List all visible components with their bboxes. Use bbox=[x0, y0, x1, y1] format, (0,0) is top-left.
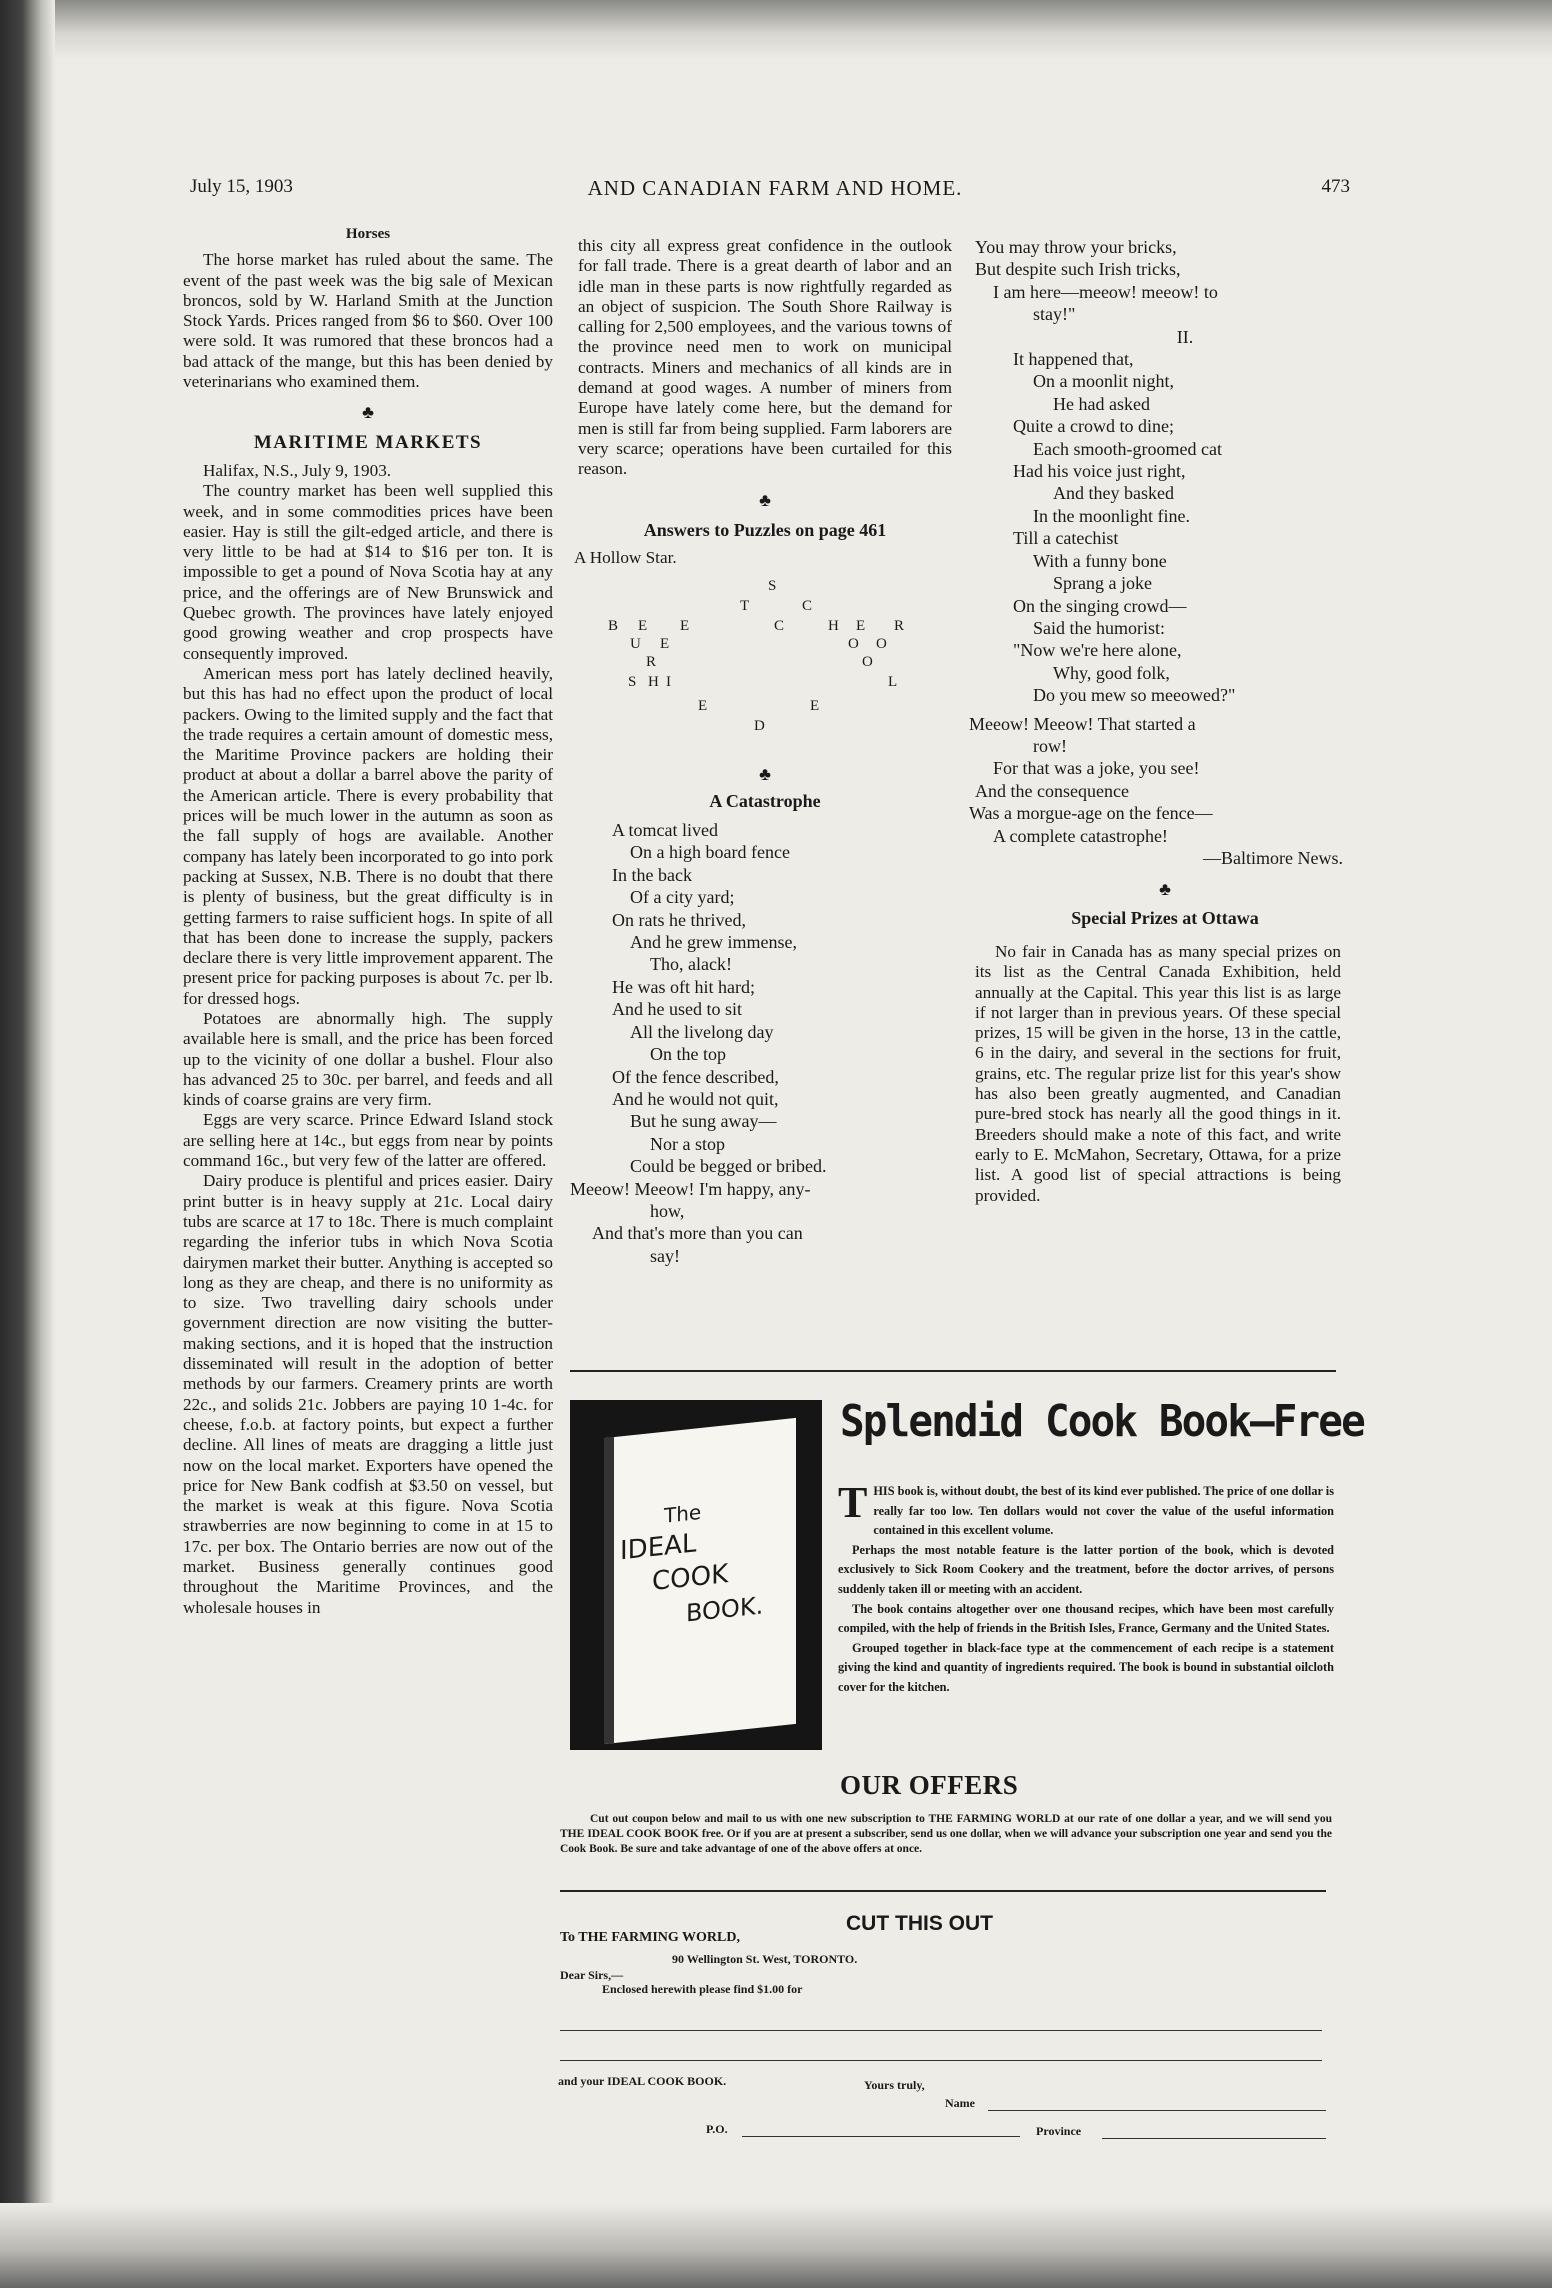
poem-line: You may throw your bricks, bbox=[975, 237, 1177, 257]
puzzle-letter: C bbox=[774, 618, 785, 635]
poem-line: A tomcat lived bbox=[612, 820, 718, 841]
scan-edge-bottom bbox=[0, 2203, 1552, 2288]
puzzle-letter: E bbox=[638, 618, 648, 635]
poem-line: But he sung away— bbox=[630, 1111, 777, 1132]
prizes-paragraph: No fair in Canada has as many special prizes on its list as the Central Canada Exhibition, held annually at the Capital. This year this list is as large if not larger than in previous years. Of these special prizes, 15 will be given in the horse, 13 in the cattle, 6 in the dairy, and several in the sections for fruit, grains, etc. The regular prize list for this year's show has also been greatly augmented, and Canadian pure-bred stock has nearly all the good things in it. Breeders should make a note of this fact, and write early to E. McMahon, Secretary, Ottawa, for a prize list. A good list of special attractions is being provided. bbox=[975, 941, 1341, 1205]
poem-line: And they basked bbox=[1053, 483, 1174, 504]
puzzle-letter: L bbox=[888, 674, 898, 691]
poem-line: Tho, alack! bbox=[650, 954, 732, 975]
column-3 bbox=[969, 236, 1355, 1206]
column-1 bbox=[183, 224, 553, 1618]
puzzle-letter: R bbox=[894, 618, 905, 635]
poem-line: And he would not quit, bbox=[612, 1088, 779, 1109]
ad-paragraph: Grouped together in black-face type at the commencement of each recipe is a statement giving the kind and quantity of ingredients required. The book is bound in substantial oilcloth cover for the kitchen. bbox=[838, 1640, 1334, 1694]
coupon-po-label: P.O. bbox=[706, 2122, 728, 2136]
cook-book-illustration bbox=[570, 1400, 822, 1750]
poem-line: A complete catastrophe! bbox=[993, 825, 1168, 846]
poem-line: stay!" bbox=[1033, 304, 1076, 325]
poem-line: On a moonlit night, bbox=[1033, 371, 1174, 392]
ad-paragraph: The book contains altogether over one thousand recipes, which have been most carefully compiled, with the help of friends in the British Isles, France, Germany and the United States. bbox=[838, 1601, 1334, 1636]
poem-line: He was oft hit hard; bbox=[612, 976, 755, 997]
poem-line: With a funny bone bbox=[1033, 550, 1167, 571]
puzzle-letter: H bbox=[828, 618, 839, 635]
poem-line: Said the humorist: bbox=[1033, 617, 1165, 638]
hollow-star-label: A Hollow Star. bbox=[574, 548, 677, 568]
ornament: ♣ bbox=[362, 402, 374, 423]
continued-paragraph: this city all express great confidence in the outlook for fall trade. There is a great dearth of labor and an idle man in these parts is now rightfully regarded as an object of suspicion. The South Shore Railway is calling for 2,500 employees, and the various towns of the province need men to work on municipal contracts. Miners and mechanics of all kinds are in demand at good wages. A number of miners from Europe have lately come here, but the demand for men is still far from being supplied. Farm laborers are very scarce; operations have been curtailed for this reason. bbox=[578, 236, 952, 479]
ornament: ♣ bbox=[1159, 879, 1171, 900]
puzzle-letter: R bbox=[646, 654, 657, 671]
puzzle-letter: S bbox=[628, 674, 637, 691]
poem-line: On the singing crowd— bbox=[1013, 595, 1187, 616]
poem-line: Do you mew so meeowed?" bbox=[1033, 685, 1236, 706]
poem-line: Each smooth-groomed cat bbox=[1033, 438, 1222, 459]
poem-line: Why, good folk, bbox=[1053, 662, 1170, 683]
coupon-address: 90 Wellington St. West, TORONTO. bbox=[672, 1952, 858, 1966]
poem-line: On rats he thrived, bbox=[612, 909, 746, 930]
puzzle-letter: O bbox=[876, 636, 887, 653]
poem-line: And the consequence bbox=[975, 780, 1129, 801]
maritime-paragraph: The country market has been well supplied this week, and in some commodities prices have been easier. Hay is still the gilt-edged article, and there is very little to be had at $14 to $16 per ton. It is impossible to get a pound of Nova Scotia hay at any price, and the offerings are of New Brunswick and Quebec growth. The provinces have lately enjoyed good growing weather and crop prospects have consequently improved. bbox=[183, 481, 553, 663]
offers-heading: OUR OFFERS bbox=[840, 1770, 1019, 1800]
poem-line: row! bbox=[1033, 735, 1067, 756]
cover-text: COOK bbox=[652, 1559, 729, 1598]
puzzle-letter: H bbox=[648, 674, 659, 691]
header-date: July 15, 1903 bbox=[190, 176, 293, 197]
ad-body bbox=[838, 1478, 1334, 1698]
poem-line: say! bbox=[650, 1245, 680, 1266]
coupon-name-label: Name bbox=[945, 2096, 975, 2110]
poem-line: how, bbox=[650, 1200, 685, 1221]
coupon-province-label: Province bbox=[1036, 2124, 1082, 2138]
poem-line: Of the fence described, bbox=[612, 1066, 779, 1087]
poem-line: And he used to sit bbox=[612, 999, 742, 1020]
coupon-cut-line bbox=[560, 1890, 1326, 1892]
maritime-paragraph: Dairy produce is plentiful and prices easier. Dairy print butter is in heavy supply at 21c. Local dairy tubs are scarce at 17 to 18c. There is much complaint regarding the inferior tubs in which Nova Scotia dairymen market their butter. Anything is accepted so long as they are cheap, and there is no uniformity as to size. Two travelling dairy schools under government direction are now visiting the butter-making sections, and it is hoped that the instruction disseminated will result in the adoption of better methods by our farmers. Creamery prints are worth 22c., and solids 21c. Jobbers are paying 10 1-4c. for cheese, f.o.b. at factory points, but expect a further decline. All lines of meats are dragging a little just now on the local market. Exporters have opened the price for New Bank codfish at $3.50 on vessel, but the market is weak at this figure. Nova Scotia strawberries are now beginning to come in at 15 to 17c. per box. The Ontario berries are now out of the market. Business generally continues good throughout the Maritime Provinces, and the wholesale houses in bbox=[183, 1171, 553, 1617]
puzzle-letter: E bbox=[698, 698, 708, 715]
poem-line: On a high board fence bbox=[630, 842, 790, 863]
coupon-to-line: To THE FARMING WORLD, bbox=[560, 1930, 740, 1945]
poem-line: Sprang a joke bbox=[1053, 573, 1152, 594]
poem-line: In the back bbox=[612, 864, 692, 885]
poem-line: Meeow! Meeow! I'm happy, any- bbox=[570, 1178, 811, 1199]
ad-paragraph: HIS book is, without doubt, the best of its kind ever published. The price of one dollar is really far too low. Ten dollars would not cover the value of the useful information contained in this excellent volume. bbox=[873, 1484, 1334, 1538]
ad-title: Splendid Cook Book—Free bbox=[840, 1396, 1364, 1447]
puzzle-letter: U bbox=[630, 636, 641, 653]
running-head bbox=[190, 176, 1360, 206]
poem-line: All the livelong day bbox=[630, 1021, 774, 1042]
poem-line: Till a catechist bbox=[1013, 528, 1119, 549]
ad-top-rule bbox=[570, 1370, 1336, 1372]
offers-paragraph: Cut out coupon below and mail to us with one new subscription to THE FARMING WORLD at our rate of one dollar a year, and we will send you THE IDEAL COOK BOOK free. Or if you are at present a subscriber, send us one dollar, when we will advance your subscription one year and send you the Cook Book. Be sure and take advantage of one of the above offers at once. bbox=[560, 1813, 1332, 1855]
puzzle-letter: T bbox=[740, 598, 750, 615]
poem-line: On the top bbox=[650, 1044, 726, 1065]
page-number: 473 bbox=[1321, 176, 1350, 197]
header-title: AND CANADIAN FARM AND HOME. bbox=[587, 176, 963, 200]
puzzle-letter: C bbox=[802, 598, 813, 615]
coupon-yours-truly: Yours truly, bbox=[864, 2078, 925, 2092]
poem-line: Was a morgue-age on the fence— bbox=[969, 803, 1213, 824]
poem-line: Quite a crowd to dine; bbox=[1013, 416, 1174, 437]
catastrophe-poem-continued bbox=[969, 236, 1355, 869]
coupon-blank-line[interactable] bbox=[560, 2030, 1322, 2031]
coupon-name-field[interactable] bbox=[988, 2110, 1326, 2111]
maritime-paragraph: Eggs are very scarce. Prince Edward Island stock are selling here at 14c., but eggs from near by points command 16c., but very few of the latter are offered. bbox=[183, 1110, 553, 1171]
maritime-paragraph: American mess port has lately declined heavily, but this has had no effect upon the product of local packers. Owing to the limited supply and the fact that the trade requires a certain amount of domestic mess, the Maritime Province packers are holding their product at about a dollar a barrel above the parity of the American article. There is every probability that prices will be much lower in the autumn as soon as the fall supply of hogs are available. Another company has lately been incorporated to go into pork packing at Sussex, N.B. There is no doubt that there is plenty of business, but the great difficulty is in getting farmers to raise sufficient hogs. In spite of all that has been done to increase the supply, packers declare there is very little improvement apparent. The present price for packing purposes is about 7c. per lb. for dressed hogs. bbox=[183, 663, 553, 1008]
ornament: ♣ bbox=[759, 764, 771, 785]
puzzle-letter: E bbox=[810, 698, 820, 715]
poem-line: And that's more than you can bbox=[592, 1223, 803, 1244]
puzzle-letter: S bbox=[768, 578, 777, 595]
puzzle-letter: I bbox=[666, 674, 671, 691]
coupon-enclosed: Enclosed herewith please find $1.00 for bbox=[602, 1982, 803, 1996]
poem-line: For that was a joke, you see! bbox=[993, 758, 1200, 779]
cover-text: IDEAL bbox=[620, 1528, 697, 1567]
maritime-paragraph: Potatoes are abnormally high. The supply available here is small, and the price has been forced up to the vicinity of one dollar a bushel. Flour also has advanced 25 to 30c. per barrel, and feeds and all kinds of coarse grains are very firm. bbox=[183, 1008, 553, 1110]
puzzle-letter: E bbox=[660, 636, 670, 653]
maritime-heading: MARITIME MARKETS bbox=[253, 431, 483, 453]
cover-text: The bbox=[664, 1499, 702, 1528]
poem-line: It happened that, bbox=[1013, 349, 1134, 370]
poem-line: "Now we're here alone, bbox=[1013, 640, 1182, 661]
coupon-province-field[interactable] bbox=[1102, 2138, 1326, 2139]
cut-this-out-heading: CUT THIS OUT bbox=[846, 1912, 993, 1935]
horses-heading: Horses bbox=[345, 226, 391, 242]
coupon-and-your: and your IDEAL COOK BOOK. bbox=[558, 2074, 727, 2088]
poem-line: Of a city yard; bbox=[630, 887, 735, 908]
catastrophe-poem bbox=[570, 819, 952, 1267]
poem-line: He had asked bbox=[1053, 393, 1150, 414]
column-2 bbox=[570, 236, 952, 1267]
poem-line: In the moonlight fine. bbox=[1033, 505, 1190, 526]
hollow-star-puzzle bbox=[598, 576, 905, 756]
poem-line: Nor a stop bbox=[650, 1133, 725, 1154]
puzzle-letter: B bbox=[608, 618, 619, 635]
poem-line: Meeow! Meeow! That started a bbox=[969, 713, 1196, 734]
poem-line: And he grew immense, bbox=[630, 932, 797, 953]
scan-edge-top bbox=[0, 0, 1552, 60]
drop-cap: T bbox=[838, 1478, 868, 1527]
ad-paragraph: Perhaps the most notable feature is the latter portion of the book, which is devoted exclusively to Sick Room Cookery and the treatment, before the doctor arrives, of persons suddenly taken ill or meeting with an accident. bbox=[838, 1542, 1334, 1596]
answers-heading: Answers to Puzzles on page 461 bbox=[643, 519, 887, 540]
catastrophe-heading: A Catastrophe bbox=[709, 790, 821, 811]
puzzle-letter: E bbox=[856, 618, 866, 635]
ornament: ♣ bbox=[759, 489, 771, 510]
coupon-po-field[interactable] bbox=[742, 2136, 1020, 2137]
poem-attribution: —Baltimore News. bbox=[1203, 847, 1343, 868]
puzzle-letter: O bbox=[848, 636, 859, 653]
poem-line: Could be begged or bribed. bbox=[630, 1156, 827, 1177]
prizes-heading: Special Prizes at Ottawa bbox=[1071, 907, 1259, 928]
book-cover bbox=[604, 1418, 796, 1744]
horses-paragraph: The horse market has ruled about the same. The event of the past week was the big sale of Mexican broncos, sold by W. Harland Smith at the Junction Stock Yards. Prices ranged from $6 to $60. Over 100 were sold. It was rumored that these broncos had a bad attack of the mange, but this has been denied by veterinarians who examined them. bbox=[183, 250, 553, 392]
puzzle-letter: O bbox=[862, 654, 873, 671]
cover-text: BOOK. bbox=[686, 1591, 764, 1628]
coupon-salutation: Dear Sirs,— bbox=[560, 1968, 624, 1982]
poem-line: I am here—meeow! meeow! to bbox=[993, 281, 1218, 302]
maritime-dateline: Halifax, N.S., July 9, 1903. bbox=[203, 460, 392, 480]
poem-section-number: II. bbox=[1176, 326, 1194, 347]
puzzle-letter: E bbox=[680, 618, 690, 635]
puzzle-letter: D bbox=[754, 718, 765, 735]
coupon-blank-line[interactable] bbox=[560, 2060, 1322, 2061]
scan-edge-left bbox=[0, 0, 55, 2288]
poem-line: Had his voice just right, bbox=[1013, 461, 1186, 482]
poem-line: But despite such Irish tricks, bbox=[975, 259, 1181, 280]
